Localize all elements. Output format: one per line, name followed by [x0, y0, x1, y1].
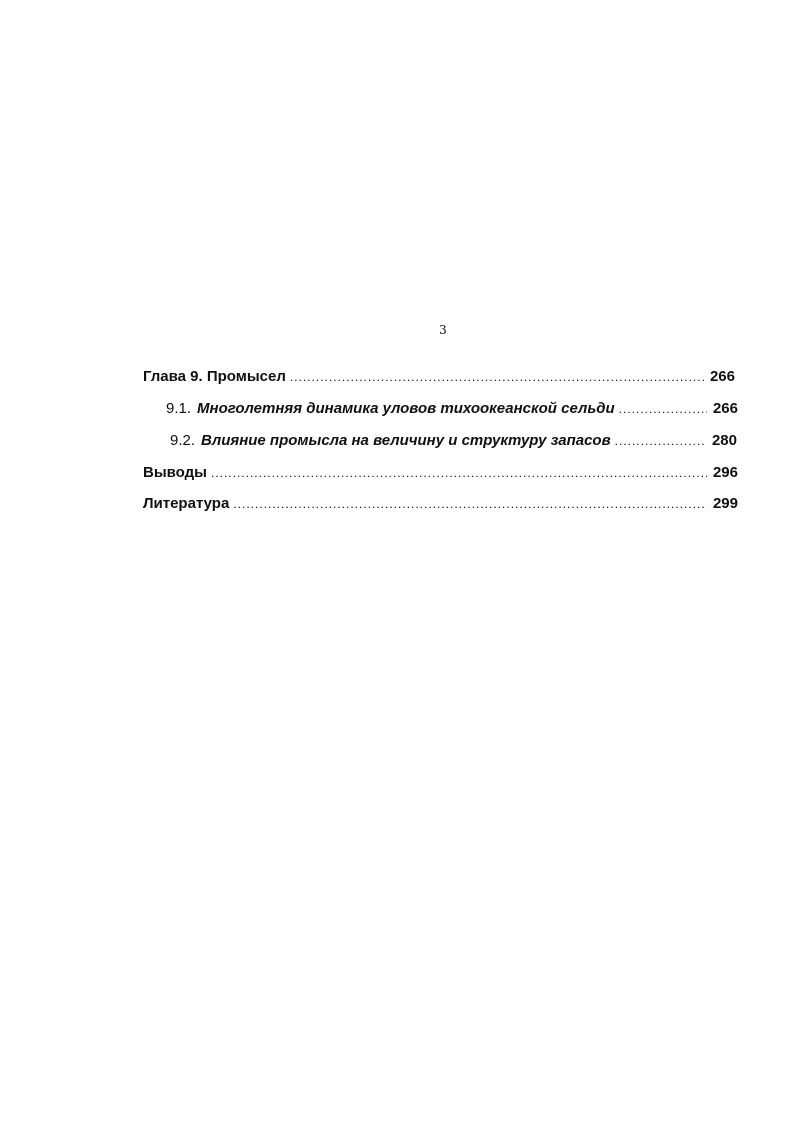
dot-leader: [211, 464, 707, 482]
toc-entry-page: 296: [712, 464, 738, 481]
toc-entry-title: Выводы: [143, 464, 207, 481]
toc-entry-title: Литература: [143, 495, 230, 512]
toc-entry-page: 299: [712, 495, 738, 512]
dot-leader: [615, 432, 706, 450]
toc-entry-title: Влияние промысла на величину и структуру запасов: [201, 432, 611, 449]
toc-entry-title: Многолетняя динамика уловов тихоокеанской сельди: [197, 400, 615, 417]
dot-leader: [619, 400, 707, 418]
toc-entry-section-9-2[interactable]: [170, 432, 737, 450]
toc-entry-conclusions[interactable]: [143, 464, 738, 482]
toc-entry-number: 9.2.: [170, 432, 196, 449]
toc-entry-section-9-1[interactable]: [166, 400, 738, 418]
toc-entry-title: Глава 9. Промысел: [143, 368, 286, 385]
dot-leader: [233, 495, 707, 513]
toc-entry-number: 9.1.: [166, 400, 192, 417]
toc-entry-chapter-9[interactable]: [143, 368, 735, 386]
toc-entry-page: 266: [712, 400, 738, 417]
toc-entry-references[interactable]: [143, 495, 738, 513]
toc-entry-page: 266: [709, 368, 735, 385]
dot-leader: [290, 368, 704, 386]
page-number: 3: [439, 323, 447, 337]
toc-entry-page: 280: [711, 432, 737, 449]
